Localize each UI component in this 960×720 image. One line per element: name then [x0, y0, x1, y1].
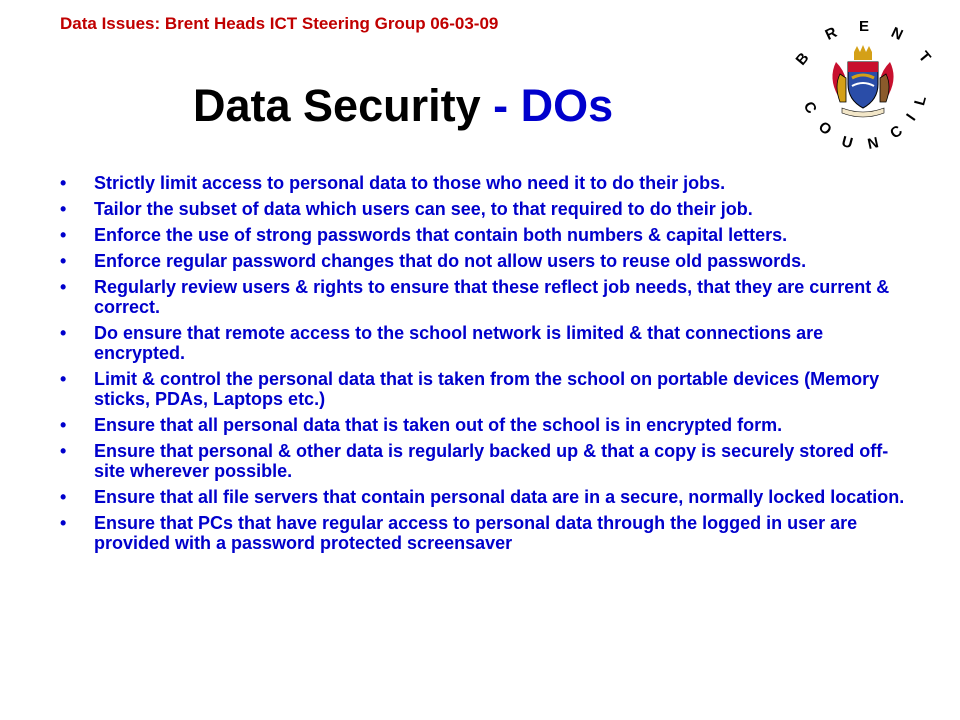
brent-council-logo — [788, 18, 938, 168]
logo-letter: O — [814, 118, 835, 139]
logo-letter: C — [799, 98, 820, 117]
list-item — [60, 199, 905, 219]
bullet-list — [60, 173, 905, 559]
bullet-marker: • — [60, 323, 67, 343]
list-item — [60, 251, 905, 271]
logo-letter: L — [911, 94, 931, 108]
crest-icon — [832, 45, 893, 117]
logo-letter: U — [839, 133, 855, 153]
list-item — [60, 323, 905, 363]
list-item-text: Enforce regular password changes that do not allow users to reuse old passwords. — [94, 251, 807, 271]
logo-letter: I — [903, 110, 920, 125]
logo-letter: N — [865, 134, 881, 154]
list-item — [60, 441, 905, 481]
list-item-text: Do ensure that remote access to the school network is limited & that connections are encrypted. — [94, 323, 824, 363]
logo-letter: R — [822, 23, 840, 44]
list-item — [60, 487, 905, 507]
list-item-text: Enforce the use of strong passwords that contain both numbers & capital letters. — [94, 225, 788, 245]
title-accent: - DOs — [480, 80, 614, 131]
logo-letter: N — [888, 23, 906, 44]
logo-letter: C — [887, 122, 906, 143]
bullet-marker: • — [60, 487, 67, 507]
bullet-marker: • — [60, 369, 67, 389]
list-item-text: Regularly review users & rights to ensure that these reflect job needs, that they are current & correct. — [94, 277, 890, 317]
list-item-text: Ensure that PCs that have regular access to personal data through the logged in user are provided with a password protected screensaver — [94, 513, 858, 553]
bullet-marker: • — [60, 415, 67, 435]
list-item-text: Ensure that all personal data that is taken out of the school is in encrypted form. — [94, 415, 783, 435]
list-item-text: Ensure that personal & other data is regularly backed up & that a copy is securely stored off-site wherever possible. — [94, 441, 889, 481]
page-title — [193, 80, 613, 132]
bullet-marker: • — [60, 251, 67, 271]
bullet-marker: • — [60, 173, 67, 193]
bullet-marker: • — [60, 441, 67, 461]
header-text: Data Issues: Brent Heads ICT Steering Group 06-03-09 — [60, 14, 499, 33]
bullet-marker: • — [60, 225, 67, 245]
bullet-marker: • — [60, 513, 67, 533]
logo-letter: T — [914, 48, 934, 67]
list-item — [60, 513, 905, 553]
list-item — [60, 173, 905, 193]
logo-letter: E — [858, 18, 870, 35]
list-item-text: Ensure that all file servers that contain personal data are in a secure, normally locked location. — [94, 487, 905, 507]
list-item — [60, 225, 905, 245]
list-item — [60, 415, 905, 435]
bullet-marker: • — [60, 199, 67, 219]
logo-letter: B — [792, 49, 813, 69]
list-item-text: Tailor the subset of data which users can see, to that required to do their job. — [94, 199, 753, 219]
bullet-marker: • — [60, 277, 67, 297]
list-item-text: Limit & control the personal data that is taken from the school on portable devices (Memory sticks, PDAs, Laptops etc.) — [94, 369, 880, 409]
list-item-text: Strictly limit access to personal data to those who need it to do their jobs. — [94, 173, 726, 193]
list-item — [60, 277, 905, 317]
title-main: Data Security — [193, 80, 481, 131]
list-item — [60, 369, 905, 409]
